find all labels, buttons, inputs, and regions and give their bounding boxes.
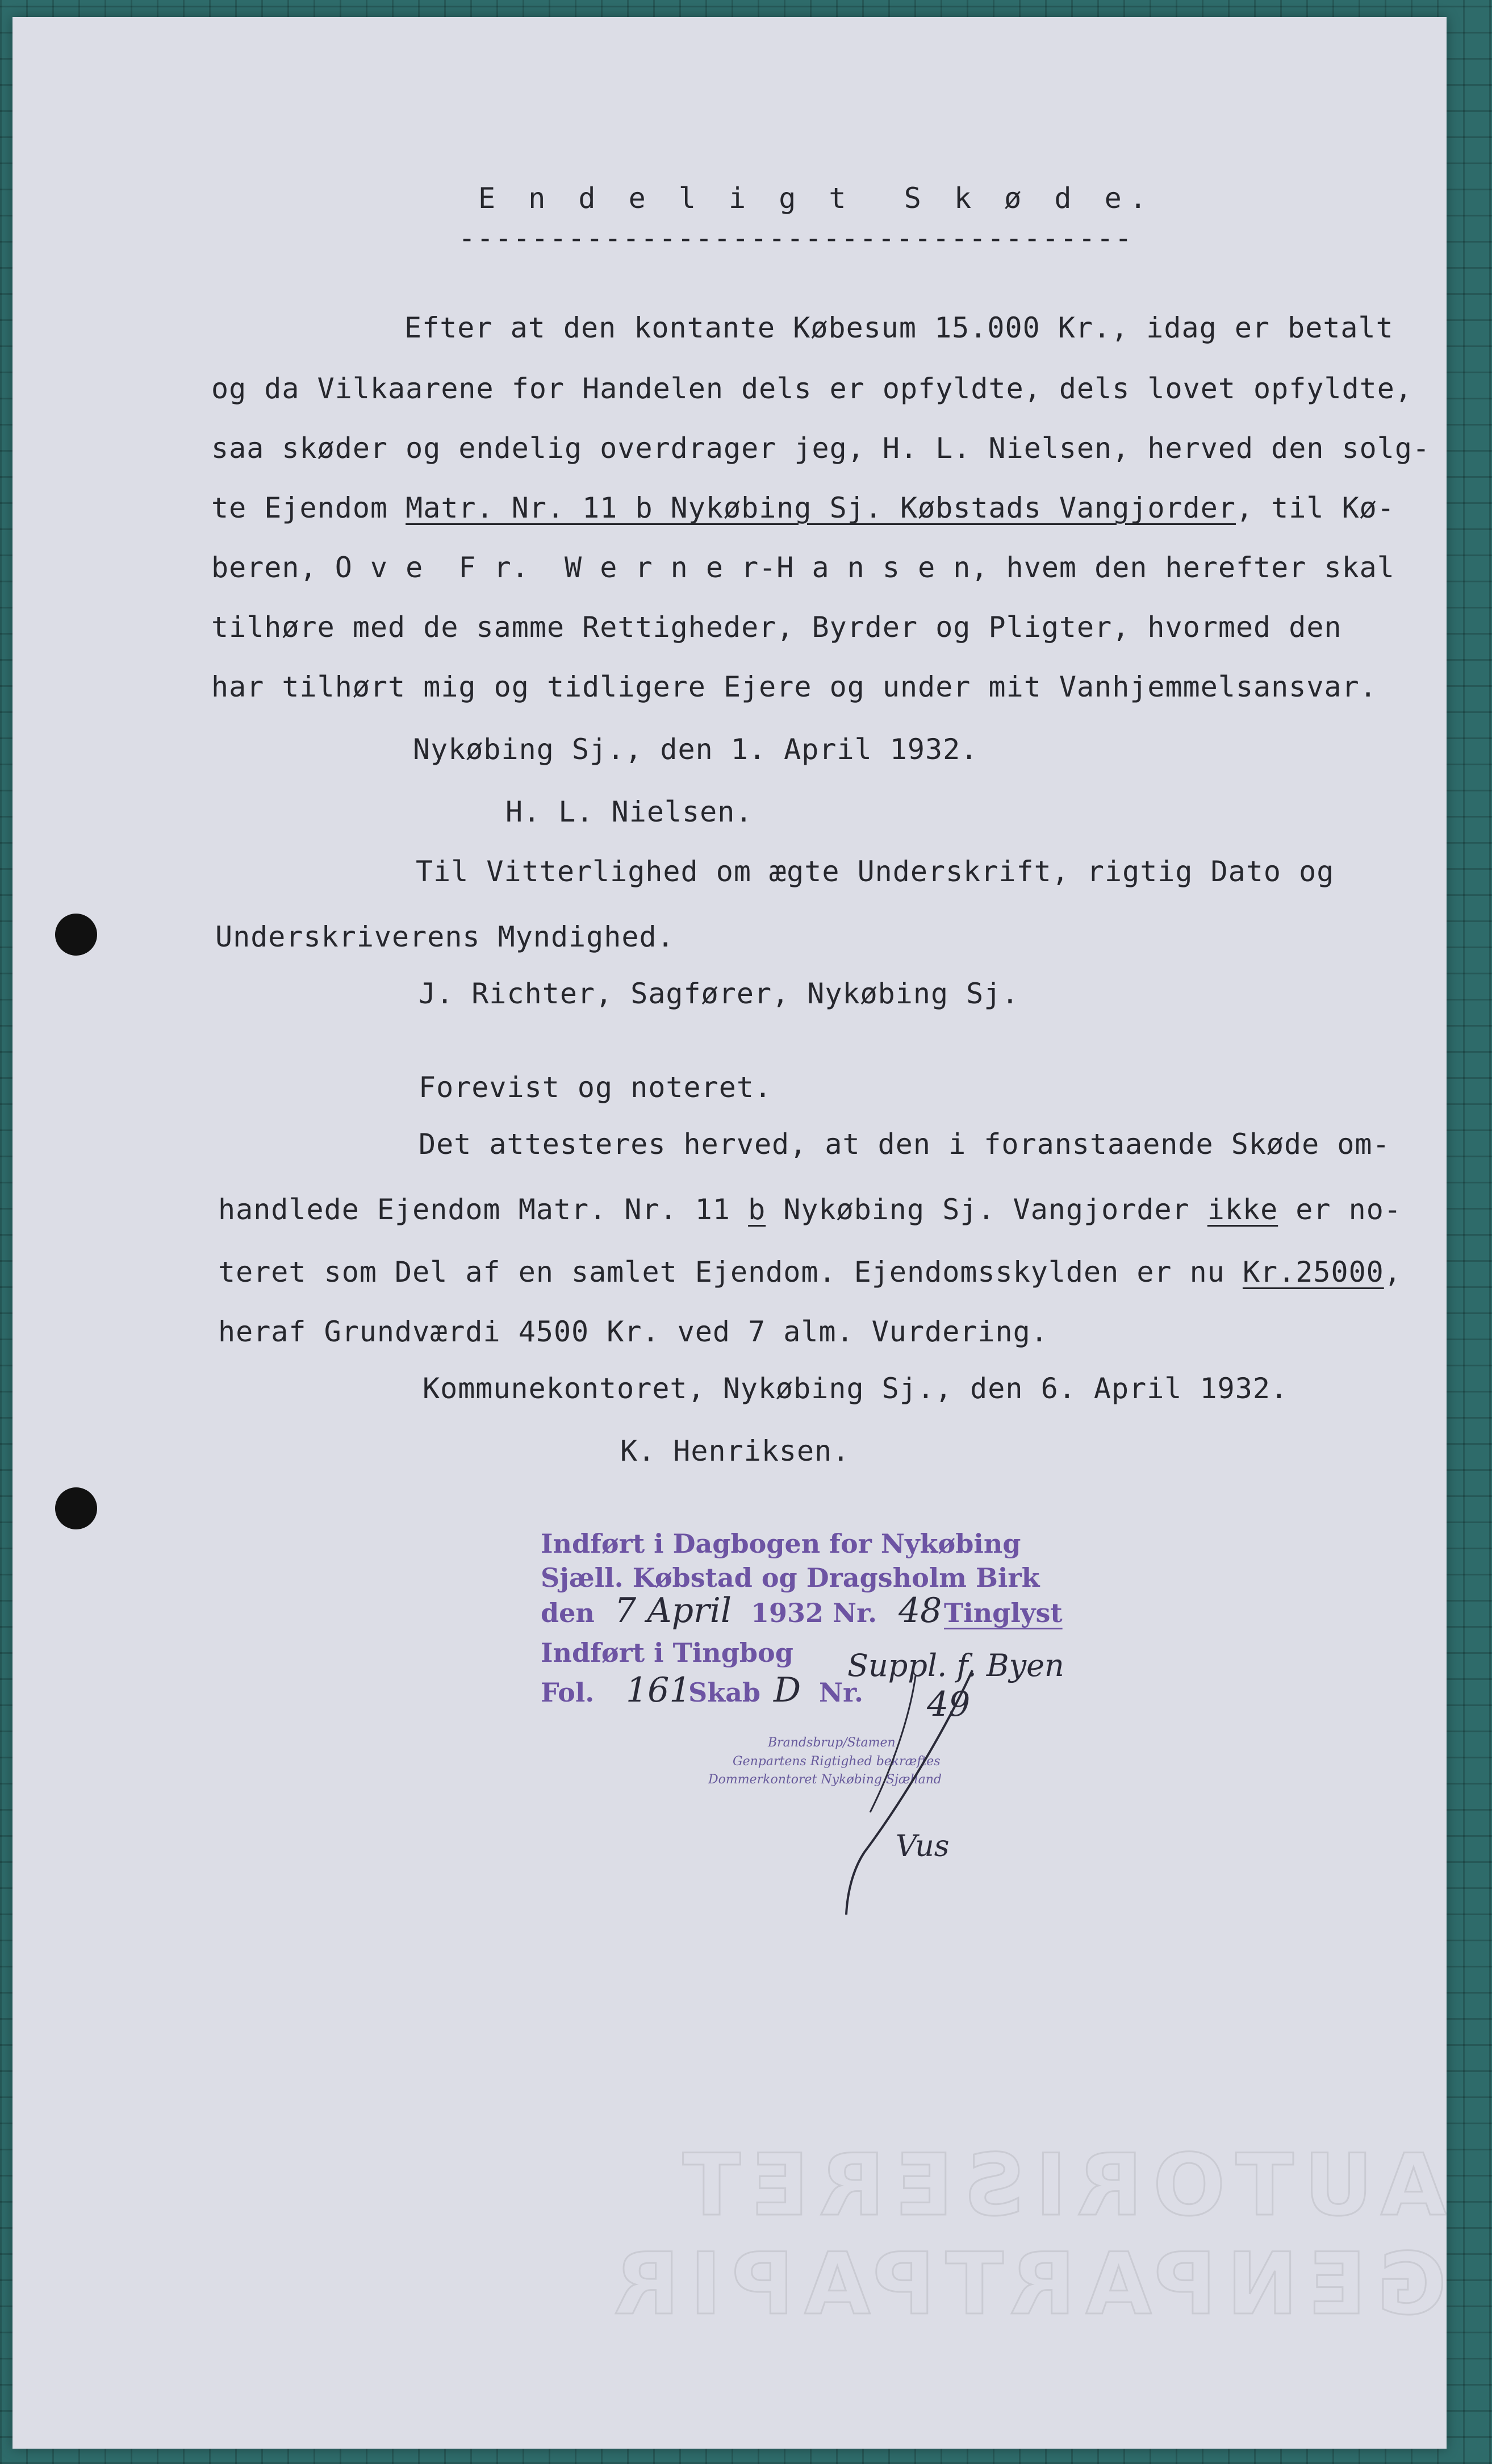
- body-line: saa skøder og endelig overdrager jeg, H. L. Nielsen, herved den solg-: [211, 432, 1431, 465]
- body-line: Det attesteres herved, at den i foranstaaende Skøde om-: [419, 1128, 1390, 1161]
- stamp-line: Indført i Dagbogen for Nykøbing: [541, 1528, 1021, 1559]
- body-line: Forevist og noteret.: [419, 1071, 772, 1104]
- body-line: beren, O v e F r. W e r n e r-H a n s e n, hvem den herefter skal: [211, 551, 1395, 584]
- stamp-line: 1932 Nr.: [751, 1598, 877, 1628]
- stamp-line: Nr.: [819, 1677, 864, 1708]
- date-line: Kommunekontoret, Nykøbing Sj., den 6. April 1932.: [423, 1372, 1289, 1405]
- stamp-small-line: Brandsbrup/Stamen: [768, 1736, 896, 1750]
- handwritten-date: 7 April: [615, 1591, 732, 1631]
- body-line: har tilhørt mig og tidligere Ejere og under mit Vanhjemmelsansvar.: [211, 670, 1377, 703]
- stamp-line: den: [541, 1598, 595, 1628]
- date-line: Nykøbing Sj., den 1. April 1932.: [413, 733, 979, 766]
- body-line: og da Vilkaarene for Handelen dels er opfyldte, dels lovet opfyldte,: [211, 372, 1412, 405]
- handwritten-initials: Vus: [896, 1829, 950, 1863]
- handwritten-number: 48: [898, 1591, 942, 1631]
- punch-hole: [55, 1487, 97, 1529]
- stamp-line: Skab: [688, 1677, 761, 1708]
- document-page: [12, 17, 1447, 2449]
- stamp-tinglyst: Tinglyst: [944, 1598, 1063, 1628]
- body-line: tilhøre med de samme Rettigheder, Byrder og Pligter, hvormed den: [211, 611, 1342, 644]
- handwritten-folio: 161: [626, 1670, 691, 1710]
- witness-signature: J. Richter, Sagfører, Nykøbing Sj.: [419, 977, 1019, 1010]
- punch-hole: [55, 914, 97, 956]
- stamp-line: Indført i Tingbog: [541, 1637, 793, 1668]
- handwritten-signature: Suppl. f. Byen: [847, 1648, 1064, 1683]
- body-line: teret som Del af en samlet Ejendom. Ejendomsskylden er nu Kr.25000,: [218, 1256, 1402, 1289]
- stamp-small-line: Genpartens Rigtighed bekræftes: [733, 1754, 941, 1769]
- body-line: handlede Ejendom Matr. Nr. 11 b Nykøbing Sj. Vangjorder ikke er no-: [218, 1193, 1402, 1226]
- document-title: E n d e l i g t S k ø d e.: [478, 182, 1155, 215]
- body-line: Underskriverens Myndighed.: [215, 920, 675, 953]
- seller-signature: H. L. Nielsen.: [505, 795, 753, 828]
- paper-watermark: AUTORISERET GENPARTPAPIR: [604, 2136, 1447, 2334]
- title-rule: -------------------------------------: [458, 222, 1133, 255]
- body-line: Efter at den kontante Købesum 15.000 Kr., idag er betalt: [404, 311, 1394, 344]
- municipal-signature: K. Henriksen.: [620, 1435, 850, 1467]
- body-line: te Ejendom Matr. Nr. 11 b Nykøbing Sj. Købstads Vangjorder, til Kø-: [211, 491, 1395, 524]
- handwritten-skab: D: [774, 1670, 801, 1710]
- signature-stroke: [774, 1665, 989, 1926]
- property-reference: Matr. Nr. 11 b Nykøbing Sj. Købstads Vangjorder: [406, 491, 1236, 524]
- stamp-small-line: Dommerkontoret Nykøbing Sjælland: [708, 1773, 942, 1787]
- stamp-line: Fol.: [541, 1677, 595, 1708]
- handwritten-entry-number: 49: [927, 1685, 971, 1724]
- body-line: Til Vitterlighed om ægte Underskrift, rigtig Dato og: [416, 855, 1335, 888]
- valuation-amount: Kr.25000: [1242, 1256, 1384, 1289]
- stamp-line: Sjæll. Købstad og Dragsholm Birk: [541, 1562, 1040, 1593]
- body-line: heraf Grundværdi 4500 Kr. ved 7 alm. Vurdering.: [218, 1315, 1048, 1348]
